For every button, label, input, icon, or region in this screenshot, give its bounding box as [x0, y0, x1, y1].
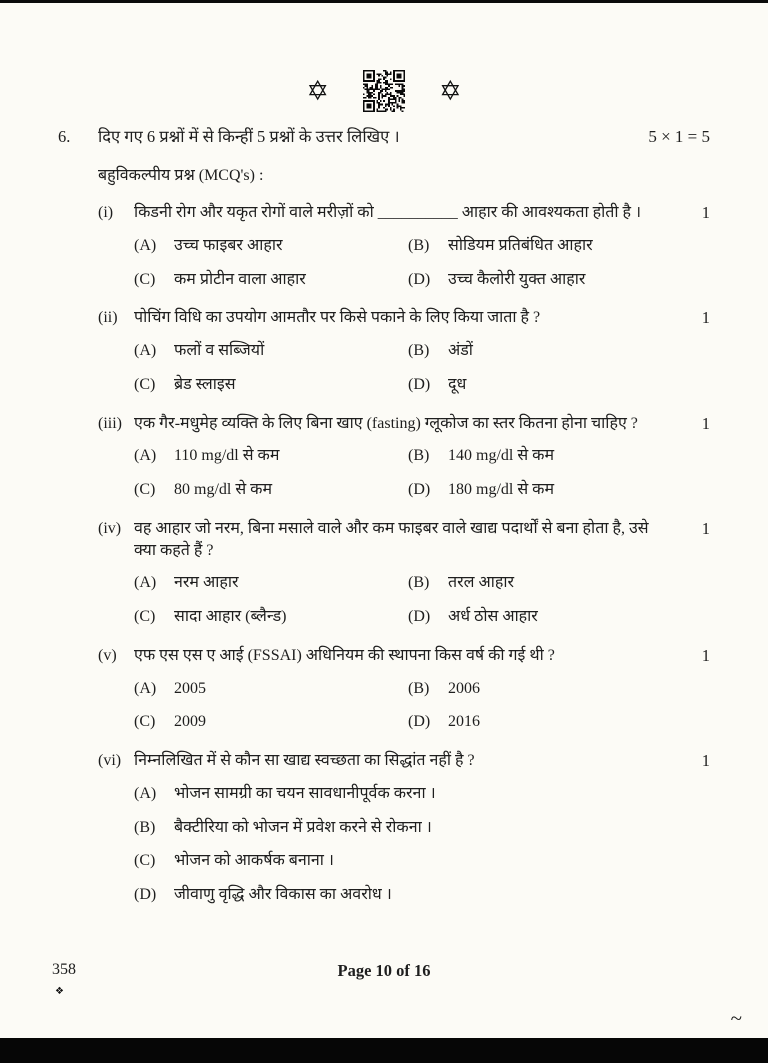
option-text: अर्ध ठोस आहार — [448, 607, 538, 625]
question-6-marks: 5 × 1 = 5 — [648, 127, 710, 146]
option-label: (A) — [134, 447, 157, 465]
option-b — [408, 679, 650, 700]
marks-badge: 1 — [701, 202, 710, 222]
option-a — [134, 341, 408, 362]
option-a — [134, 446, 408, 467]
question-item-iii — [98, 413, 710, 501]
option-label: (A) — [134, 236, 157, 254]
question-number: (iv) — [98, 520, 122, 538]
option-text: बैक्टीरिया को भोजन में प्रवेश करने से रोकना । — [174, 818, 432, 836]
bottom-black-bar — [0, 1038, 768, 1063]
option-text: भोजन को आकर्षक बनाना । — [174, 852, 335, 870]
option-label: (D) — [408, 713, 431, 731]
option-label: (B) — [408, 447, 430, 465]
top-rule — [0, 0, 768, 3]
qr-code-icon — [363, 70, 405, 112]
tilde-mark: ~ — [730, 1006, 742, 1030]
option-text: उच्च कैलोरी युक्त आहार — [448, 270, 586, 288]
option-a — [134, 236, 408, 257]
option-text: 2006 — [448, 679, 480, 697]
marks-badge: 1 — [701, 308, 710, 328]
options-grid — [134, 573, 710, 628]
option-text: नरम आहार — [174, 574, 239, 592]
question-item-v — [98, 645, 710, 733]
option-a — [134, 679, 408, 700]
option-label: (B) — [408, 236, 430, 254]
options-grid — [134, 341, 710, 396]
question-number: (vi) — [98, 752, 122, 770]
options-grid — [134, 236, 710, 291]
marks-badge: 1 — [701, 645, 710, 665]
option-text: कम प्रोटीन वाला आहार — [174, 270, 306, 288]
option-text: भोजन सामग्री का चयन सावधानीपूर्वक करना । — [174, 784, 436, 802]
option-label: (C) — [134, 481, 156, 499]
paper-code: 358 — [52, 961, 76, 978]
option-b — [134, 818, 650, 839]
option-text: 2016 — [448, 713, 480, 731]
option-text: ब्रेड स्लाइस — [174, 375, 236, 393]
question-6-header — [58, 126, 710, 149]
option-text: उच्च फाइबर आहार — [174, 236, 283, 254]
options-list — [134, 784, 710, 906]
option-a — [134, 784, 650, 805]
option-text: 110 mg/dl से कम — [174, 447, 280, 465]
question-number: (ii) — [98, 309, 118, 327]
question-number: (i) — [98, 203, 114, 221]
option-text: 180 mg/dl से कम — [448, 481, 555, 499]
option-c — [134, 712, 408, 733]
star-of-david-icon: ✡ — [439, 75, 462, 107]
question-text: किडनी रोग और यकृत रोगों वाले मरीज़ों को __________ आहार की आवश्यकता होती है । — [134, 203, 642, 221]
option-label: (B) — [408, 679, 430, 697]
question-item-vi — [98, 750, 710, 906]
option-label: (B) — [408, 342, 430, 360]
page-number-label: Page 10 of 16 — [337, 961, 431, 980]
option-text: दूध — [448, 375, 467, 393]
mcq-section-label: बहुविकल्पीय प्रश्न (MCQ's) : — [98, 166, 264, 184]
option-c — [134, 375, 408, 396]
option-label: (D) — [408, 375, 431, 393]
option-label: (D) — [408, 481, 431, 499]
options-grid — [134, 679, 710, 734]
question-text: पोचिंग विधि का उपयोग आमतौर पर किसे पकाने के लिए किया जाता है ? — [134, 309, 541, 327]
option-text: 2009 — [174, 713, 206, 731]
question-number: (v) — [98, 646, 117, 664]
option-label: (A) — [134, 574, 157, 592]
option-d — [408, 375, 650, 396]
option-b — [408, 236, 650, 257]
option-text: 2005 — [174, 679, 206, 697]
question-text: एफ एस एस ए आई (FSSAI) अधिनियम की स्थापना किस वर्ष की गई थी ? — [134, 646, 555, 664]
option-b — [408, 446, 650, 467]
option-label: (C) — [134, 852, 156, 870]
option-label: (C) — [134, 713, 156, 731]
option-text: फलों व सब्जियों — [174, 342, 265, 360]
question-item-ii — [98, 307, 710, 395]
option-label: (C) — [134, 375, 156, 393]
option-b — [408, 341, 650, 362]
marks-badge: 1 — [701, 413, 710, 433]
option-label: (A) — [134, 342, 157, 360]
option-text: जीवाणु वृद्धि और विकास का अवरोध । — [174, 886, 392, 904]
question-text: निम्नलिखित में से कौन सा खाद्य स्वच्छता का सिद्धांत नहीं है ? — [134, 752, 475, 770]
option-label: (C) — [134, 607, 156, 625]
option-label: (A) — [134, 784, 157, 802]
question-number: (iii) — [98, 414, 122, 432]
option-d — [134, 885, 650, 906]
option-text: सादा आहार (ब्लैन्ड) — [174, 607, 287, 625]
question-list — [58, 202, 710, 906]
marks-badge: 1 — [701, 751, 710, 771]
option-text: अंडों — [448, 342, 473, 360]
option-text: 140 mg/dl से कम — [448, 447, 555, 465]
option-label: (C) — [134, 270, 156, 288]
question-6-number: 6. — [58, 127, 71, 146]
option-label: (B) — [134, 818, 156, 836]
print-ornament-icon: ❖ — [55, 986, 64, 997]
option-c — [134, 851, 650, 872]
option-label: (B) — [408, 574, 430, 592]
option-d — [408, 607, 650, 628]
question-text: वह आहार जो नरम, बिना मसाले वाले और कम फाइबर वाले खाद्य पदार्थों से बना होता है, उसे क्या कहते हैं ? — [134, 520, 649, 560]
option-c — [134, 480, 408, 501]
question-item-i — [98, 202, 710, 290]
options-grid — [134, 446, 710, 501]
option-d — [408, 480, 650, 501]
question-text: एक गैर-मधुमेह व्यक्ति के लिए बिना खाए (fasting) ग्लूकोज का स्तर कितना होना चाहिए ? — [134, 414, 638, 432]
option-c — [134, 607, 408, 628]
option-label: (D) — [408, 607, 431, 625]
option-c — [134, 270, 408, 291]
option-d — [408, 270, 650, 291]
option-label: (D) — [134, 886, 157, 904]
marks-badge: 1 — [701, 519, 710, 539]
option-text: तरल आहार — [448, 574, 515, 592]
option-label: (D) — [408, 270, 431, 288]
qr-header — [58, 0, 710, 112]
option-text: सोडियम प्रतिबंधित आहार — [448, 236, 593, 254]
option-d — [408, 712, 650, 733]
star-of-david-icon: ✡ — [306, 75, 329, 107]
option-a — [134, 573, 408, 594]
option-b — [408, 573, 650, 594]
option-label: (A) — [134, 679, 157, 697]
question-item-iv — [98, 518, 710, 628]
option-text: 80 mg/dl से कम — [174, 481, 273, 499]
question-6-text: दिए गए 6 प्रश्नों में से किन्हीं 5 प्रश्नों के उत्तर लिखिए । — [98, 127, 400, 146]
